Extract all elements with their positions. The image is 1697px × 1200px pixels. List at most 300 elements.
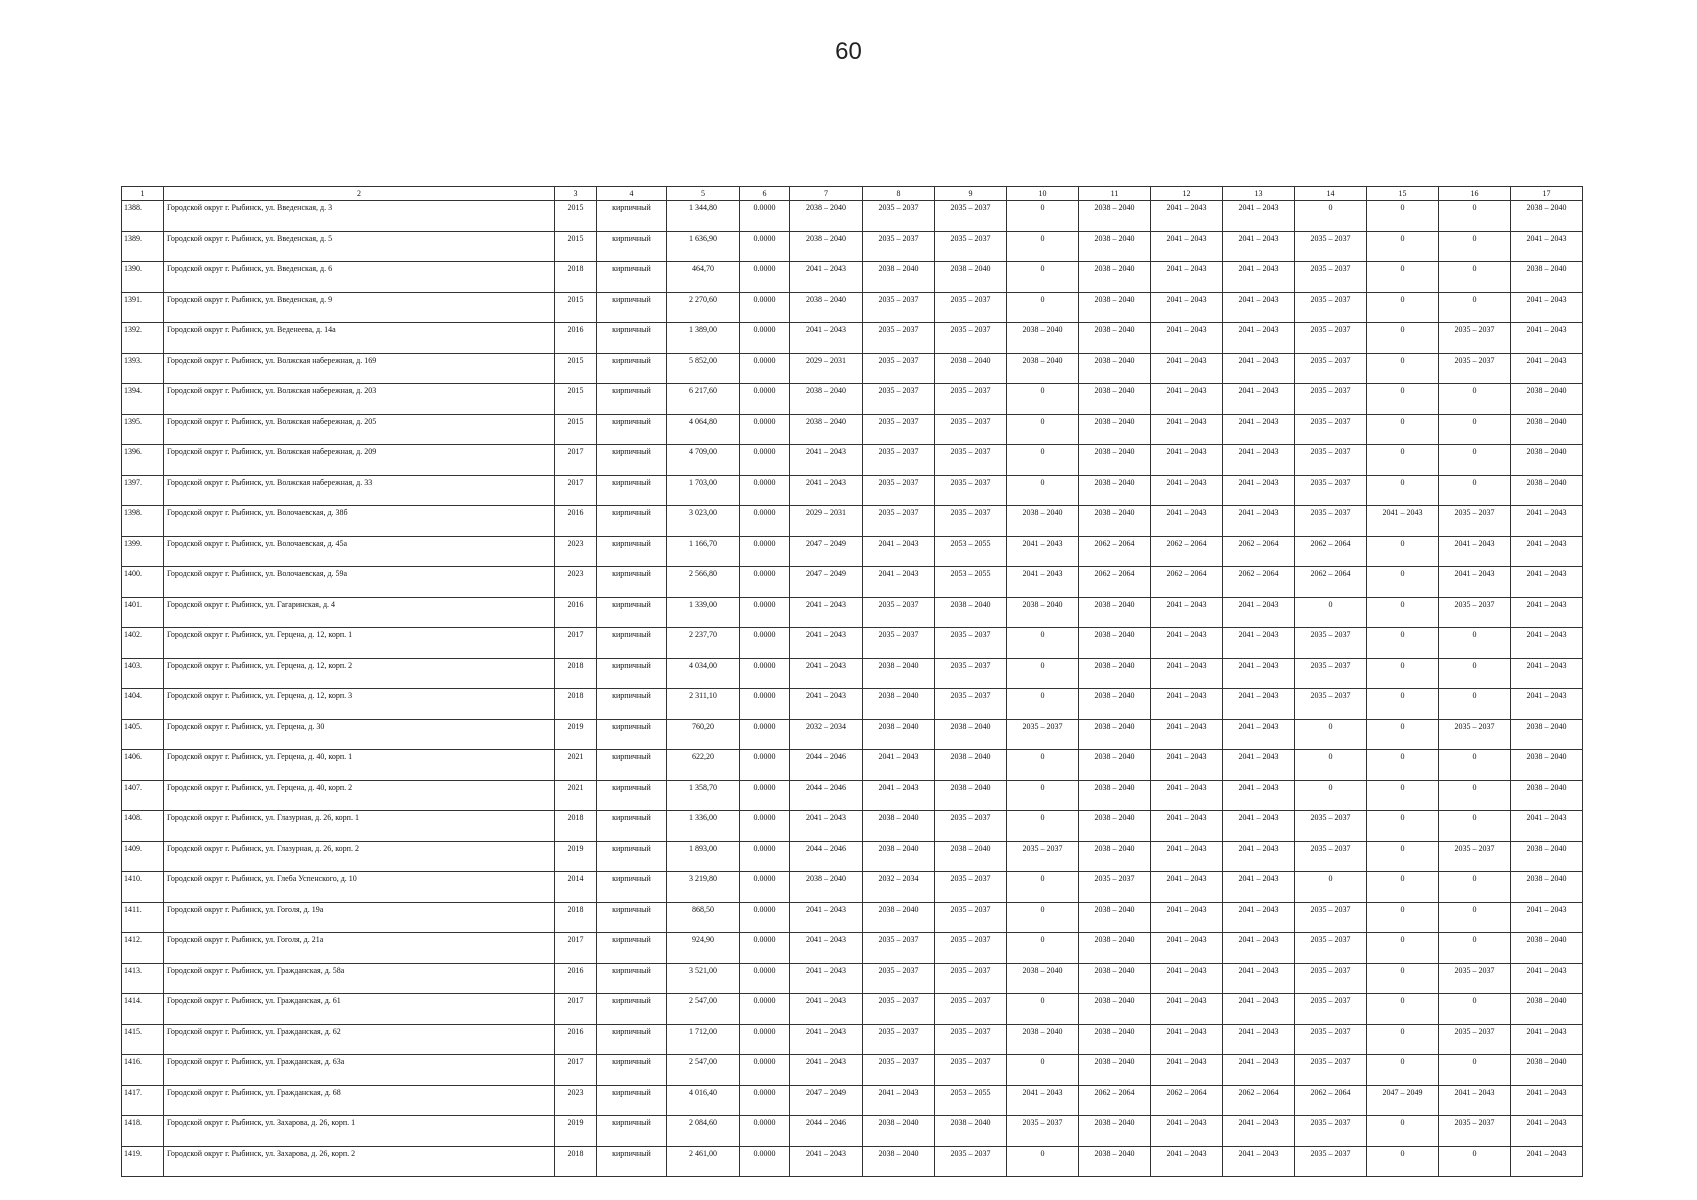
table-cell: 622,20 (667, 750, 740, 781)
table-cell: 0 (1007, 475, 1079, 506)
table-cell: 2038 – 2040 (935, 597, 1007, 628)
table-cell: 2032 – 2034 (790, 719, 863, 750)
table-cell: 0 (1295, 750, 1367, 781)
table-cell: кирпичный (597, 780, 667, 811)
table-cell: 0 (1439, 1146, 1511, 1177)
table-cell: 2035 – 2037 (1295, 689, 1367, 720)
table-cell: 2041 – 2043 (1151, 719, 1223, 750)
table-cell: 2038 – 2040 (1511, 445, 1583, 476)
table-cell: 2016 (555, 506, 597, 537)
table-cell: 2038 – 2040 (790, 872, 863, 903)
table-cell: 0.0000 (740, 963, 790, 994)
table-cell: 2035 – 2037 (1295, 506, 1367, 537)
table-cell: 2041 – 2043 (1151, 1055, 1223, 1086)
table-cell: 2035 – 2037 (863, 1024, 935, 1055)
table-row (122, 506, 1583, 537)
table-cell: 0.0000 (740, 323, 790, 354)
table-cell: 2035 – 2037 (863, 628, 935, 659)
table-cell: 0 (1295, 201, 1367, 232)
row-number-cell: 1417. (122, 1085, 164, 1116)
table-cell: 0 (1007, 689, 1079, 720)
table-cell: 2035 – 2037 (935, 1055, 1007, 1086)
table-row (122, 445, 1583, 476)
page-number: 60 (835, 38, 862, 65)
table-cell: 2035 – 2037 (1295, 994, 1367, 1025)
table-cell: 2041 – 2043 (790, 658, 863, 689)
table-cell: 2035 – 2037 (1439, 506, 1511, 537)
table-cell: 2035 – 2037 (1439, 323, 1511, 354)
table-cell: 2038 – 2040 (1511, 475, 1583, 506)
table-cell: 0 (1007, 201, 1079, 232)
table-cell: 0 (1367, 902, 1439, 933)
table-cell: 2023 (555, 1085, 597, 1116)
table-cell: 2038 – 2040 (1079, 780, 1151, 811)
row-number-cell: 1416. (122, 1055, 164, 1086)
table-cell: 0.0000 (740, 1055, 790, 1086)
table-cell: 0.0000 (740, 536, 790, 567)
table-cell: 2041 – 2043 (1511, 902, 1583, 933)
table-cell: 2035 – 2037 (1295, 445, 1367, 476)
table-cell: 2038 – 2040 (1079, 475, 1151, 506)
table-cell: 2041 – 2043 (1151, 506, 1223, 537)
table-cell: 2041 – 2043 (1511, 1116, 1583, 1147)
row-number-cell: 1394. (122, 384, 164, 415)
table-cell: 2041 – 2043 (1223, 292, 1295, 323)
table-cell: 0.0000 (740, 597, 790, 628)
row-number-cell: 1398. (122, 506, 164, 537)
table-cell: 2038 – 2040 (863, 1116, 935, 1147)
table-row (122, 841, 1583, 872)
table-cell: 0 (1367, 292, 1439, 323)
table-row (122, 414, 1583, 445)
table-cell: 2041 – 2043 (863, 567, 935, 598)
table-cell: 0 (1367, 689, 1439, 720)
table-cell: 2041 – 2043 (1511, 292, 1583, 323)
address-cell: Городской округ г. Рыбинск, ул. Гражданская, д. 62 (164, 1024, 555, 1055)
table-cell: 0 (1367, 536, 1439, 567)
table-cell: 2041 – 2043 (1007, 567, 1079, 598)
table-cell: 2041 – 2043 (863, 536, 935, 567)
table-cell: 2035 – 2037 (935, 292, 1007, 323)
table-cell: 2041 – 2043 (1223, 933, 1295, 964)
table-cell: 0.0000 (740, 506, 790, 537)
table-cell: 2035 – 2037 (1439, 841, 1511, 872)
table-cell: 2041 – 2043 (1223, 262, 1295, 293)
table-cell: 2038 – 2040 (1079, 841, 1151, 872)
address-cell: Городской округ г. Рыбинск, ул. Гоголя, д. 19а (164, 902, 555, 933)
table-cell: 0 (1367, 750, 1439, 781)
table-cell: 2035 – 2037 (1295, 902, 1367, 933)
table-cell: 2041 – 2043 (1151, 628, 1223, 659)
table-cell: 2041 – 2043 (1151, 750, 1223, 781)
table-cell: 2 566,80 (667, 567, 740, 598)
table-row (122, 1116, 1583, 1147)
table-cell: кирпичный (597, 292, 667, 323)
table-cell: 0 (1007, 994, 1079, 1025)
table-cell: 0.0000 (740, 719, 790, 750)
address-cell: Городской округ г. Рыбинск, ул. Волжская набережная, д. 33 (164, 475, 555, 506)
table-cell: 2035 – 2037 (1295, 658, 1367, 689)
table-cell: 2038 – 2040 (1079, 689, 1151, 720)
table-cell: 1 389,00 (667, 323, 740, 354)
table-cell: кирпичный (597, 963, 667, 994)
table-cell: 2041 – 2043 (1151, 353, 1223, 384)
table-cell: 2041 – 2043 (1511, 567, 1583, 598)
table-cell: кирпичный (597, 567, 667, 598)
table-cell: 3 219,80 (667, 872, 740, 903)
table-cell: 2035 – 2037 (935, 1024, 1007, 1055)
table-cell: 2035 – 2037 (1007, 841, 1079, 872)
table-cell: 0 (1367, 323, 1439, 354)
table-cell: 2041 – 2043 (1223, 628, 1295, 659)
table-cell: 2041 – 2043 (1223, 689, 1295, 720)
table-cell: 2035 – 2037 (863, 963, 935, 994)
table-cell: 2017 (555, 445, 597, 476)
table-cell: 2035 – 2037 (935, 994, 1007, 1025)
table-cell: кирпичный (597, 1024, 667, 1055)
table-cell: 0 (1367, 1024, 1439, 1055)
table-cell: 2035 – 2037 (1439, 719, 1511, 750)
table-cell: 2 237,70 (667, 628, 740, 659)
table-cell: 2029 – 2031 (790, 506, 863, 537)
table-cell: 2038 – 2040 (1079, 597, 1151, 628)
table-cell: 0.0000 (740, 1024, 790, 1055)
table-cell: 2038 – 2040 (935, 750, 1007, 781)
table-cell: 2041 – 2043 (1151, 414, 1223, 445)
row-number-cell: 1395. (122, 414, 164, 445)
table-cell: 2044 – 2046 (790, 780, 863, 811)
table-cell: 2035 – 2037 (1439, 1116, 1511, 1147)
table-row (122, 353, 1583, 384)
table-row (122, 1024, 1583, 1055)
table-cell: 2041 – 2043 (790, 1055, 863, 1086)
row-number-cell: 1393. (122, 353, 164, 384)
table-cell: 0.0000 (740, 689, 790, 720)
table-cell: 2016 (555, 597, 597, 628)
table-cell: 2038 – 2040 (1511, 262, 1583, 293)
table-cell: 2038 – 2040 (1079, 811, 1151, 842)
table-row (122, 902, 1583, 933)
table-cell: 2035 – 2037 (863, 353, 935, 384)
table-cell: 3 521,00 (667, 963, 740, 994)
table-cell: 2038 – 2040 (1511, 1055, 1583, 1086)
table-cell: 2041 – 2043 (1151, 1024, 1223, 1055)
table-cell: 2038 – 2040 (1079, 933, 1151, 964)
table-cell: 0 (1367, 658, 1439, 689)
table-row (122, 1085, 1583, 1116)
table-cell: 2015 (555, 231, 597, 262)
table-cell: 0.0000 (740, 201, 790, 232)
table-cell: 2038 – 2040 (1079, 353, 1151, 384)
table-cell: 0 (1367, 994, 1439, 1025)
table-cell: 0 (1439, 292, 1511, 323)
table-cell: 2038 – 2040 (1007, 597, 1079, 628)
table-cell: 2041 – 2043 (1223, 1055, 1295, 1086)
table-cell: 0 (1007, 292, 1079, 323)
table-cell: кирпичный (597, 1116, 667, 1147)
table-cell: 2041 – 2043 (1151, 811, 1223, 842)
address-cell: Городской округ г. Рыбинск, ул. Глазурная, д. 26, корп. 1 (164, 811, 555, 842)
table-cell: 0 (1439, 902, 1511, 933)
column-number-row (122, 187, 1583, 201)
table-cell: 2017 (555, 475, 597, 506)
table-row (122, 628, 1583, 659)
table-cell: 2041 – 2043 (1151, 994, 1223, 1025)
table-cell: 0 (1439, 628, 1511, 659)
table-cell: 2035 – 2037 (1295, 933, 1367, 964)
table-cell: 2023 (555, 536, 597, 567)
address-cell: Городской округ г. Рыбинск, ул. Волочаевская, д. 45а (164, 536, 555, 567)
table-cell: 2041 – 2043 (1511, 689, 1583, 720)
table-cell: 2 084,60 (667, 1116, 740, 1147)
table-row (122, 475, 1583, 506)
address-cell: Городской округ г. Рыбинск, ул. Гражданская, д. 61 (164, 994, 555, 1025)
table-cell: 2041 – 2043 (1511, 628, 1583, 659)
table-cell: 0.0000 (740, 933, 790, 964)
table-cell: 2035 – 2037 (935, 414, 1007, 445)
table-row (122, 872, 1583, 903)
table-cell: 2041 – 2043 (790, 811, 863, 842)
table-cell: 2041 – 2043 (1151, 780, 1223, 811)
column-number-13: 13 (1223, 187, 1295, 201)
table-cell: 0 (1439, 231, 1511, 262)
table-cell: 2032 – 2034 (863, 872, 935, 903)
table-row (122, 1055, 1583, 1086)
table-cell: 0 (1367, 841, 1439, 872)
table-cell: 2041 – 2043 (1223, 445, 1295, 476)
table-cell: 2038 – 2040 (1511, 201, 1583, 232)
table-cell: 2021 (555, 750, 597, 781)
table-cell: 0.0000 (740, 841, 790, 872)
table-cell: 2038 – 2040 (935, 262, 1007, 293)
column-number-17: 17 (1511, 187, 1583, 201)
table-cell: 2041 – 2043 (1151, 841, 1223, 872)
column-number-9: 9 (935, 187, 1007, 201)
table-cell: 2041 – 2043 (863, 1085, 935, 1116)
table-cell: 2016 (555, 963, 597, 994)
table-cell: 2041 – 2043 (1151, 445, 1223, 476)
table-cell: 2041 – 2043 (1223, 384, 1295, 415)
table-cell: 2044 – 2046 (790, 750, 863, 781)
table-row (122, 689, 1583, 720)
table-cell: 2035 – 2037 (1295, 475, 1367, 506)
table-cell: 2035 – 2037 (863, 414, 935, 445)
table-cell: 2015 (555, 292, 597, 323)
address-cell: Городской округ г. Рыбинск, ул. Введенская, д. 9 (164, 292, 555, 323)
table-cell: 2035 – 2037 (935, 384, 1007, 415)
row-number-cell: 1400. (122, 567, 164, 598)
table-cell: 0 (1439, 445, 1511, 476)
table-cell: 2035 – 2037 (863, 231, 935, 262)
table-cell: кирпичный (597, 1085, 667, 1116)
table-cell: кирпичный (597, 506, 667, 537)
table-cell: 760,20 (667, 719, 740, 750)
table-cell: 0 (1367, 445, 1439, 476)
table-cell: 2035 – 2037 (935, 811, 1007, 842)
table-cell: 2038 – 2040 (1079, 414, 1151, 445)
table-cell: 2038 – 2040 (1079, 506, 1151, 537)
table-cell: 2047 – 2049 (790, 1085, 863, 1116)
row-number-cell: 1408. (122, 811, 164, 842)
table-cell: 0 (1367, 811, 1439, 842)
row-number-cell: 1419. (122, 1146, 164, 1177)
table-cell: 2038 – 2040 (1079, 231, 1151, 262)
table-cell: 2018 (555, 658, 597, 689)
table-cell: кирпичный (597, 902, 667, 933)
column-number-3: 3 (555, 187, 597, 201)
table-cell: 2041 – 2043 (1511, 963, 1583, 994)
table-cell: 2041 – 2043 (1223, 994, 1295, 1025)
table-cell: кирпичный (597, 841, 667, 872)
table-cell: кирпичный (597, 994, 667, 1025)
table-cell: 2041 – 2043 (1511, 597, 1583, 628)
table-cell: 2035 – 2037 (1295, 811, 1367, 842)
table-cell: 2038 – 2040 (1511, 414, 1583, 445)
table-cell: 2041 – 2043 (1367, 506, 1439, 537)
table-cell: 0 (1367, 628, 1439, 659)
table-cell: 4 034,00 (667, 658, 740, 689)
table-cell: 0.0000 (740, 628, 790, 659)
table-cell: 0.0000 (740, 353, 790, 384)
table-cell: 2035 – 2037 (1295, 1146, 1367, 1177)
address-cell: Городской округ г. Рыбинск, ул. Гражданская, д. 63а (164, 1055, 555, 1086)
table-cell: 2041 – 2043 (1151, 1146, 1223, 1177)
table-cell: 2035 – 2037 (863, 445, 935, 476)
table-cell: кирпичный (597, 353, 667, 384)
address-cell: Городской округ г. Рыбинск, ул. Герцена, д. 40, корп. 2 (164, 780, 555, 811)
row-number-cell: 1411. (122, 902, 164, 933)
table-cell: 0.0000 (740, 231, 790, 262)
table-cell: 2019 (555, 719, 597, 750)
table-cell: 2035 – 2037 (863, 201, 935, 232)
table-cell: 0 (1367, 475, 1439, 506)
table-cell: 2041 – 2043 (1511, 1085, 1583, 1116)
table-cell: 2053 – 2055 (935, 536, 1007, 567)
address-cell: Городской округ г. Рыбинск, ул. Волжская набережная, д. 203 (164, 384, 555, 415)
table-cell: 1 344,80 (667, 201, 740, 232)
table-cell: 3 023,00 (667, 506, 740, 537)
row-number-cell: 1407. (122, 780, 164, 811)
row-number-cell: 1404. (122, 689, 164, 720)
table-cell: 2038 – 2040 (1079, 1055, 1151, 1086)
address-cell: Городской округ г. Рыбинск, ул. Гражданская, д. 68 (164, 1085, 555, 1116)
table-cell: 2041 – 2043 (1223, 658, 1295, 689)
table-cell: 2038 – 2040 (1079, 658, 1151, 689)
table-cell: 0 (1007, 811, 1079, 842)
table-cell: 2041 – 2043 (790, 323, 863, 354)
table-cell: 2029 – 2031 (790, 353, 863, 384)
row-number-cell: 1390. (122, 262, 164, 293)
table-cell: 2041 – 2043 (1223, 1116, 1295, 1147)
table-cell: 2041 – 2043 (1151, 963, 1223, 994)
table-cell: 2062 – 2064 (1151, 536, 1223, 567)
table-cell: кирпичный (597, 933, 667, 964)
table-cell: 2062 – 2064 (1079, 1085, 1151, 1116)
address-cell: Городской округ г. Рыбинск, ул. Волочаевская, д. 59а (164, 567, 555, 598)
table-cell: 2014 (555, 872, 597, 903)
table-cell: 2038 – 2040 (1079, 201, 1151, 232)
table-cell: 0 (1367, 201, 1439, 232)
table-cell: 0.0000 (740, 811, 790, 842)
table-cell: 0 (1367, 719, 1439, 750)
table-cell: 2015 (555, 353, 597, 384)
table-cell: 0 (1439, 201, 1511, 232)
table-cell: 2038 – 2040 (790, 414, 863, 445)
table-cell: 2038 – 2040 (863, 689, 935, 720)
table-cell: 2041 – 2043 (1223, 323, 1295, 354)
row-number-cell: 1409. (122, 841, 164, 872)
table-cell: 2041 – 2043 (1511, 231, 1583, 262)
table-cell: 2017 (555, 1055, 597, 1086)
table-cell: 464,70 (667, 262, 740, 293)
row-number-cell: 1402. (122, 628, 164, 659)
table-cell: 2038 – 2040 (935, 353, 1007, 384)
column-number-2: 2 (164, 187, 555, 201)
table-cell: 2038 – 2040 (935, 780, 1007, 811)
table-cell: 2041 – 2043 (790, 963, 863, 994)
table-row (122, 567, 1583, 598)
table-cell: 0 (1007, 445, 1079, 476)
table-cell: кирпичный (597, 262, 667, 293)
table-cell: 2038 – 2040 (863, 841, 935, 872)
table-cell: 2 547,00 (667, 1055, 740, 1086)
table-cell: 0.0000 (740, 384, 790, 415)
table-cell: 2041 – 2043 (1511, 536, 1583, 567)
table-row (122, 201, 1583, 232)
table-cell: 0 (1439, 689, 1511, 720)
table-cell: 2041 – 2043 (790, 475, 863, 506)
table-cell: 1 893,00 (667, 841, 740, 872)
table-row (122, 933, 1583, 964)
row-number-cell: 1392. (122, 323, 164, 354)
table-row (122, 262, 1583, 293)
table-cell: 2062 – 2064 (1151, 567, 1223, 598)
table-cell: 0 (1007, 872, 1079, 903)
table-cell: 2035 – 2037 (1295, 841, 1367, 872)
table-cell: 2038 – 2040 (1511, 933, 1583, 964)
table-cell: 0 (1295, 872, 1367, 903)
table-cell: 2041 – 2043 (1223, 841, 1295, 872)
table-cell: 2035 – 2037 (935, 689, 1007, 720)
table-cell: 2038 – 2040 (790, 292, 863, 323)
table-cell: 0 (1439, 414, 1511, 445)
table-cell: 2038 – 2040 (863, 262, 935, 293)
table-cell: 2053 – 2055 (935, 567, 1007, 598)
table-cell: 0.0000 (740, 1116, 790, 1147)
table-cell: 2 311,10 (667, 689, 740, 720)
table-cell: 0 (1007, 780, 1079, 811)
table-cell: 2035 – 2037 (935, 506, 1007, 537)
table-cell: 2062 – 2064 (1079, 567, 1151, 598)
row-number-cell: 1412. (122, 933, 164, 964)
row-number-cell: 1388. (122, 201, 164, 232)
address-cell: Городской округ г. Рыбинск, ул. Веденеева, д. 14а (164, 323, 555, 354)
table-cell: 0 (1007, 384, 1079, 415)
table-cell: 2047 – 2049 (790, 567, 863, 598)
table-cell: 2038 – 2040 (1079, 963, 1151, 994)
table-cell: 2041 – 2043 (1151, 597, 1223, 628)
address-cell: Городской округ г. Рыбинск, ул. Введенская, д. 3 (164, 201, 555, 232)
table-cell: 2041 – 2043 (1511, 811, 1583, 842)
row-number-cell: 1399. (122, 536, 164, 567)
address-cell: Городской округ г. Рыбинск, ул. Волжская набережная, д. 169 (164, 353, 555, 384)
table-cell: 2041 – 2043 (1151, 933, 1223, 964)
table-cell: 2044 – 2046 (790, 1116, 863, 1147)
table-cell: 2035 – 2037 (863, 292, 935, 323)
table-cell: 0.0000 (740, 262, 790, 293)
table-cell: 2035 – 2037 (1295, 353, 1367, 384)
table-cell: 2041 – 2043 (790, 628, 863, 659)
